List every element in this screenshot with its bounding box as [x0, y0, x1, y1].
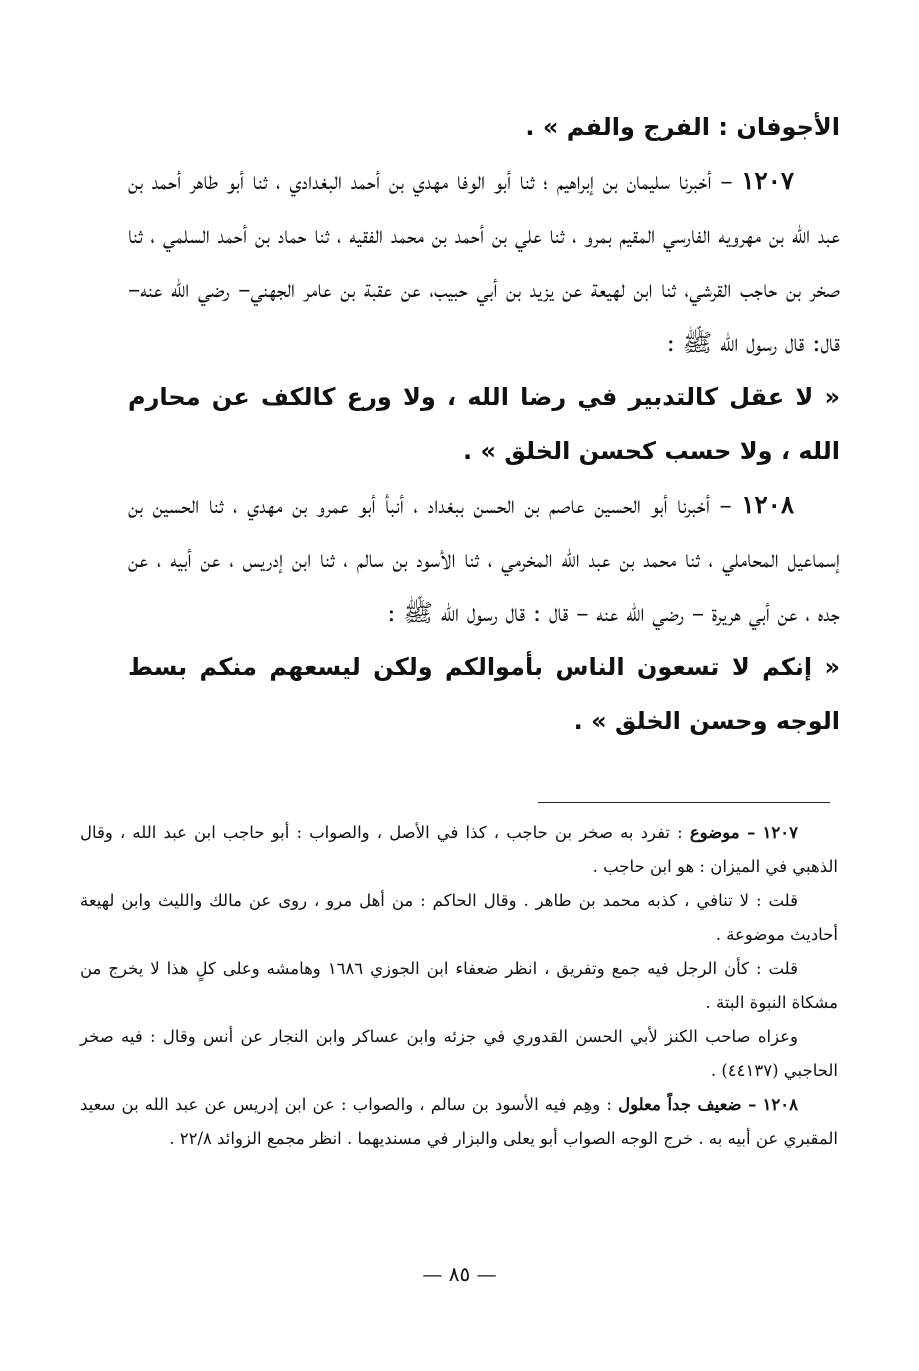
- page-number: — ٨٥ —: [422, 1262, 497, 1286]
- footnote-grade: – موضوع: [689, 823, 756, 842]
- main-text: [128, 100, 840, 748]
- footnote-paragraph: قلت : لا تنافي ، كذبه محمد بن طاهر . وقال الحاكم : من أهل مرو ، روى عن مالك والليث وابن لهيعة أحاديث موضوعة .: [80, 891, 838, 944]
- hadith-matn-1207: [128, 370, 840, 478]
- continued-hadith-end: [128, 100, 840, 154]
- footnote-separator: [538, 802, 830, 803]
- entry-number: ١٢٠٧: [741, 166, 795, 195]
- footnote-paragraph: قلت : كأن الرجل فيه جمع وتفريق ، انظر ضعفاء ابن الجوزي ١٦٨٦ وهامشه وعلى كلٍ هذا لا يخرج من مشكاة النبوة البتة .: [80, 959, 838, 1012]
- footnote-1208: [80, 1088, 838, 1156]
- hadith-entry-1208: [128, 478, 840, 640]
- footnote-paragraph: وعزاه صاحب الكنز لأبي الحسن القدوري في جزئه وابن عساكر وابن النجار عن أنس وقال : فيه صخر الحاجبي (٤٤١٣٧) .: [80, 1027, 838, 1080]
- footnote-1207: [80, 816, 838, 884]
- header-line: الأجوفان : الفرج والفم » .: [525, 113, 840, 141]
- footnote-grade: – ضعيف جداً معلول: [618, 1095, 757, 1114]
- matn-text: « إنكم لا تسعون الناس بأموالكم ولكن ليسعهم منكم بسط الوجه وحسن الخلق » .: [128, 653, 840, 735]
- footnote-number: ١٢٠٨: [762, 1095, 798, 1114]
- footnote-text: : تفرد به صخر بن حاجب ، كذا في الأصل ، والصواب : أبو حاجب ابن عبد الله ، وقال الذهبي في الميزان : هو ابن حاجب .: [80, 823, 838, 876]
- footnote-text: : وهِم فيه الأسود بن سالم ، والصواب : عن ابن إدريس عن عبد الله بن سعيد المقبري عن أبيه به . خرج الوجه الصواب أبو يعلى والبزار في مسنديهما . انظر مجمع الزوائد ٢٢/٨ .: [80, 1095, 838, 1148]
- footnotes: [80, 816, 838, 1156]
- hadith-matn-1208: [128, 640, 840, 748]
- hadith-entry-1207: [128, 154, 840, 370]
- footnote-number: ١٢٠٧: [762, 823, 798, 842]
- matn-text: « لا عقل كالتدبير في رضا الله ، ولا ورع كالكف عن محارم الله ، ولا حسب كحسن الخلق » .: [128, 383, 840, 465]
- entry-number: ١٢٠٨: [741, 490, 794, 519]
- isnad-text: – أخبرنا سليمان بن إبراهيم ؛ ثنا أبو الوفا مهدي بن أحمد البغدادي ، ثنا أبو طاهر أحمد بن عبد الله بن مهرويه الفارسي المقيم بمرو ، ثنا علي بن أحمد بن محمد الفقيه ، ثنا حماد بن أحمد السلمي ، ثنا صخر بن حاجب القرشي، ثنا ابن لهيعة عن يزيد بن أبي حبيب، عن عقبة بن عامر الجهني– رضي الله عنه– قال: قال رسول الله ﷺ :: [128, 166, 840, 357]
- isnad-text: – أخبرنا أبو الحسين عاصم بن الحسن ببغداد ، أنبأ أبو عمرو بن مهدي ، ثنا الحسين بن إسماعيل المحاملي ، ثنا محمد بن عبد الله المخرمي ، ثنا الأسود بن سالم ، ثنا ابن إدريس ، عن أبيه ، عن جده ، عن أبي هريرة – رضي الله عنه – قال : قال رسول الله ﷺ :: [128, 490, 840, 627]
